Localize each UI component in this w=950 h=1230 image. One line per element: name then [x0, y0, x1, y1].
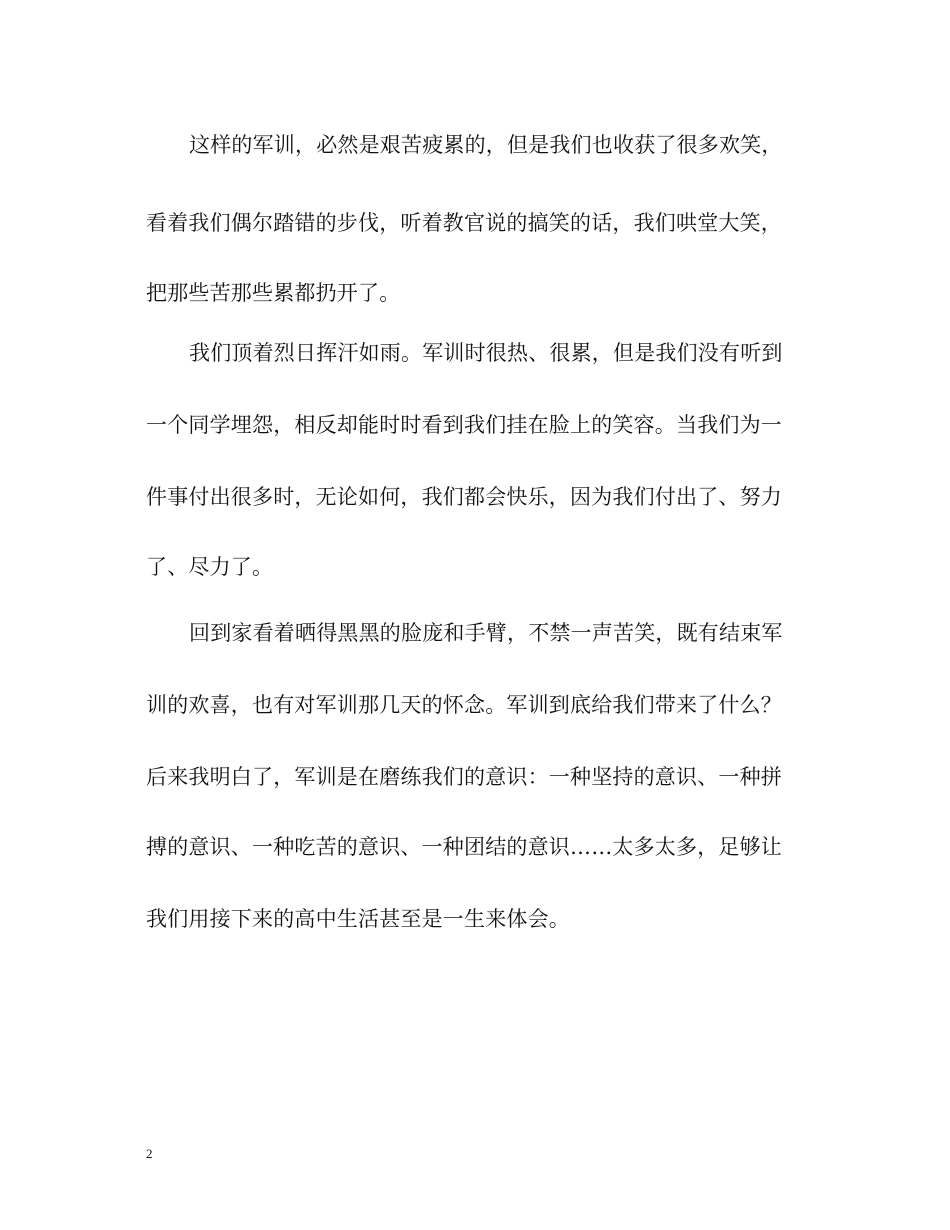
page-number: 2 [146, 1146, 153, 1161]
paragraph-line: 件事付出很多时，无论如何，我们都会快乐，因为我们付出了、努力 [146, 485, 782, 509]
paragraph-line: 回到家看着晒得黑黑的脸庞和手臂，不禁一声苦笑，既有结束军 [189, 621, 783, 645]
paragraph-line: 把那些苦那些累都扔开了。 [146, 281, 401, 305]
paragraph-line: 看着我们偶尔踏错的步伐，听着教官说的搞笑的话，我们哄堂大笑， [146, 211, 782, 235]
paragraph-line: 搏的意识、一种吃苦的意识、一种团结的意识……太多太多，足够让 [146, 835, 782, 859]
paragraph-line: 我们用接下来的高中生活甚至是一生来体会。 [146, 907, 570, 931]
paragraph-line: 训的欢喜，也有对军训那几天的怀念。军训到底给我们带来了什么？ [146, 693, 782, 717]
paragraph-line: 一个同学埋怨，相反却能时时看到我们挂在脸上的笑容。当我们为一 [146, 413, 782, 437]
paragraph-line: 我们顶着烈日挥汗如雨。军训时很热、很累，但是我们没有听到 [189, 341, 783, 365]
paragraph-line: 后来我明白了，军训是在磨练我们的意识：一种坚持的意识、一种拼 [146, 765, 782, 789]
paragraph-line: 这样的军训，必然是艰苦疲累的，但是我们也收获了很多欢笑， [189, 133, 783, 157]
paragraph-line: 了、尽力了。 [146, 555, 274, 579]
